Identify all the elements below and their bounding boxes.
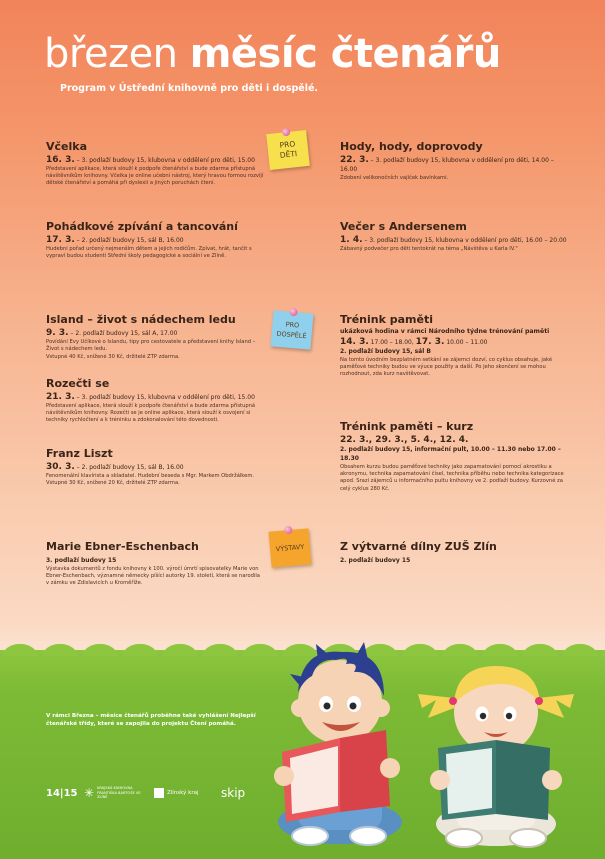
event-hody [340, 140, 570, 182]
event-place: – 2. podlaží budovy 15, sál B, 16.00 [74, 237, 184, 244]
girl-reading-icon [418, 666, 574, 847]
event-description: Hudební pořad určený nejmenším dětem a jejich rodičům. Zpívat, hrát, tančit s vypraví budou studenti Střední školy pedagogické a sociální ve Zlíně. [46, 246, 252, 260]
event-description: Povídání Evy Učíkové o Islandu, tipy pro cestovatele a představení knihy Island – Život s nádechem ledu. [46, 339, 256, 353]
event-title: Franz Liszt [46, 447, 113, 460]
event-date: 17. 3. [46, 235, 75, 245]
poster-subtitle: Program v Ústřední knihovně pro děti i dospělé. [60, 83, 319, 94]
event-date-info [46, 329, 261, 338]
event-date: 21. 3. [46, 392, 75, 402]
event-zus [340, 540, 565, 565]
event-place: – 3. podlaží budovy 15, klubovna v oddělení pro děti, 15.00 [74, 394, 255, 401]
event-description: Zábavný podvečer pro děti tentokrát na téma „Návštěva u Karla IV." [340, 246, 518, 252]
event-subtitle: ukázková hodina v rámci Národního týdne trénování paměti [340, 328, 550, 335]
event-place: 2. podlaží budovy 15, sál B [340, 348, 431, 355]
library-logo-text: KRAJSKÁ KNIHOVNA FRANTIŠKA BARTOŠE VE ZLÍNĚ [97, 786, 141, 800]
event-pohadkove [46, 220, 266, 260]
event-place: – 3. podlaží budovy 15, klubovna v oddělení pro děti, 14.00 – 16.00 [340, 157, 554, 173]
logo-library [84, 786, 142, 800]
event-date-2: 17. 3. [415, 337, 445, 347]
event-rozecti [46, 377, 268, 425]
title-bold: měsíc čtenářů [189, 31, 501, 77]
event-title: Včelka [46, 140, 88, 153]
event-price: Vstupné 40 Kč, snížené 30 Kč, držitelé ZTP zdarma. [46, 354, 180, 361]
event-trenink-kurz [340, 420, 565, 493]
event-description: Na tomto úvodním bezplatném setkání se zájemci dozví, co cyklus obsahuje, jaké paměťové techniky budou ve výuce použity a další. Po jeho skončení se mohou rozhodnout, zda kurz navštěvovat. [340, 357, 553, 378]
event-island [46, 313, 261, 362]
event-title: Trénink paměti – kurz [340, 420, 474, 433]
footer-note: V rámci Března – měsíce čtenářů proběhne také vyhlášení Nejlepší čtenářské třídy, které se zapojila do projektu Čtení pomáhá. [46, 713, 256, 727]
event-description: Představení aplikace, která slouží k podpoře čtenářství a bude zdarma přístupná návštěvníkům knihovny. Včelka je online učební nástroj, který hravou formou rozvíjí dětské čtenářství a pomáhá při dyslexii a jiných poruchách čtení. [46, 166, 264, 187]
pin-icon [282, 128, 291, 137]
event-date: 22. 3. [340, 155, 369, 165]
event-place: 2. podlaží budovy 15, informační pult, 10.00 – 11.30 nebo 17.00 – 18.30 [340, 446, 561, 462]
event-date: 22. 3., 29. 3., 5. 4., 12. 4. [340, 435, 469, 445]
event-vcelka [46, 140, 268, 188]
note-for-adults [271, 310, 314, 349]
event-date-info [340, 338, 565, 347]
event-liszt [46, 447, 261, 487]
event-title: Trénink paměti [340, 313, 434, 326]
boy-reading-icon [274, 642, 402, 845]
event-date: 1. 4. [340, 235, 363, 245]
event-place: – 2. podlaží budovy 15, sál A, 17.00 [68, 330, 178, 337]
event-title: Rozečti se [46, 377, 110, 390]
pin-icon [289, 308, 298, 317]
event-description: Představení aplikace, která slouží k podpoře čtenářství a bude zdarma přístupná návštěvníkům knihovny. Rozečti se je online aplikace, která slouží k osvojení si techniky rychločtení a k tréninku a zdokonalování této dovednosti. [46, 403, 256, 424]
event-title: Z výtvarné dílny ZUŠ Zlín [340, 540, 497, 553]
event-time-2: 10.00 – 11.00 [444, 339, 488, 346]
pin-icon [284, 526, 293, 535]
region-emblem-icon [154, 788, 164, 798]
logo-1415: 14|15 [46, 788, 78, 799]
event-date: 14. 3. [340, 337, 369, 347]
title-light: březen [44, 31, 178, 77]
note-exhibitions [269, 528, 312, 567]
event-trenink [340, 313, 565, 379]
note-for-children [266, 130, 310, 170]
event-title: Marie Ebner-Eschenbach [46, 540, 199, 553]
event-title: Island – život s nádechem ledu [46, 313, 236, 326]
logo-skip: skip [221, 786, 246, 800]
event-time: 17.00 – 18.00, [368, 339, 416, 346]
event-date-info [46, 393, 268, 402]
event-description: Zdobení velikonočních vajíček bavlnkami. [340, 175, 449, 181]
event-place: 2. podlaží budovy 15 [340, 557, 411, 564]
event-place: – 3. podlaží budovy 15, klubovna v oddělení pro děti, 15.00 [74, 157, 255, 164]
event-date-info [46, 236, 266, 245]
event-title: Večer s Andersenem [340, 220, 467, 233]
partner-logos [46, 786, 266, 808]
event-marie [46, 540, 261, 588]
event-title: Hody, hody, doprovody [340, 140, 483, 153]
event-date: 30. 3. [46, 462, 75, 472]
event-description: Obsahem kurzu budou paměťové techniky jako zapamatování pomocí akrostiku a akronymu, technika zapamatování čísel, technika příběhu nebo technika kategorizace apod. Srazí zájemců u informačního pultu knihovny ve 2. podlaží budovy. Kurzovné za celý cyklus 280 Kč. [340, 464, 564, 492]
event-date-info [340, 156, 570, 174]
event-date: 16. 3. [46, 155, 75, 165]
event-date: 9. 3. [46, 328, 69, 338]
note-exhibitions-label: VÝSTAVY [275, 542, 305, 554]
children-reading-illustration [260, 600, 605, 859]
region-logo-text: Zlínský kraj [167, 790, 199, 796]
event-date-info [340, 236, 570, 245]
event-place: – 3. podlaží budovy 15, klubovna v oddělení pro děti, 16.00 – 20.00 [362, 237, 567, 244]
logo-zlinsky-kraj [154, 788, 199, 798]
note-children-label: PRO DĚTI [279, 139, 298, 160]
note-adults-label: PRO DOSPĚLÉ [276, 320, 307, 341]
event-vecer [340, 220, 570, 253]
event-title: Pohádkové zpívání a tancování [46, 220, 238, 233]
event-date-info [46, 463, 261, 472]
event-description: Fenomenální klavírista a skladatel. Hudební beseda s Mgr. Markem Obdržálkem. Vstupné 30 Kč, snížené 20 Kč, držitelé ZTP zdarma. [46, 473, 255, 487]
event-description: Výstavka dokumentů z fondu knihovny k 100. výročí úmrtí spisovatelky Marie von Ebner-Eschenbach, významné německy píšící autorky 19. století, která se narodila v zámku ve Zdislavicích u Kroměříže. [46, 566, 260, 587]
event-dates [340, 436, 565, 445]
event-place: – 2. podlaží budovy 15, sál B, 16.00 [74, 464, 184, 471]
event-date-info [46, 156, 268, 165]
event-place: 3. podlaží budovy 15 [46, 557, 117, 564]
poster-title [44, 30, 501, 78]
library-star-icon: ✳ [84, 786, 95, 800]
